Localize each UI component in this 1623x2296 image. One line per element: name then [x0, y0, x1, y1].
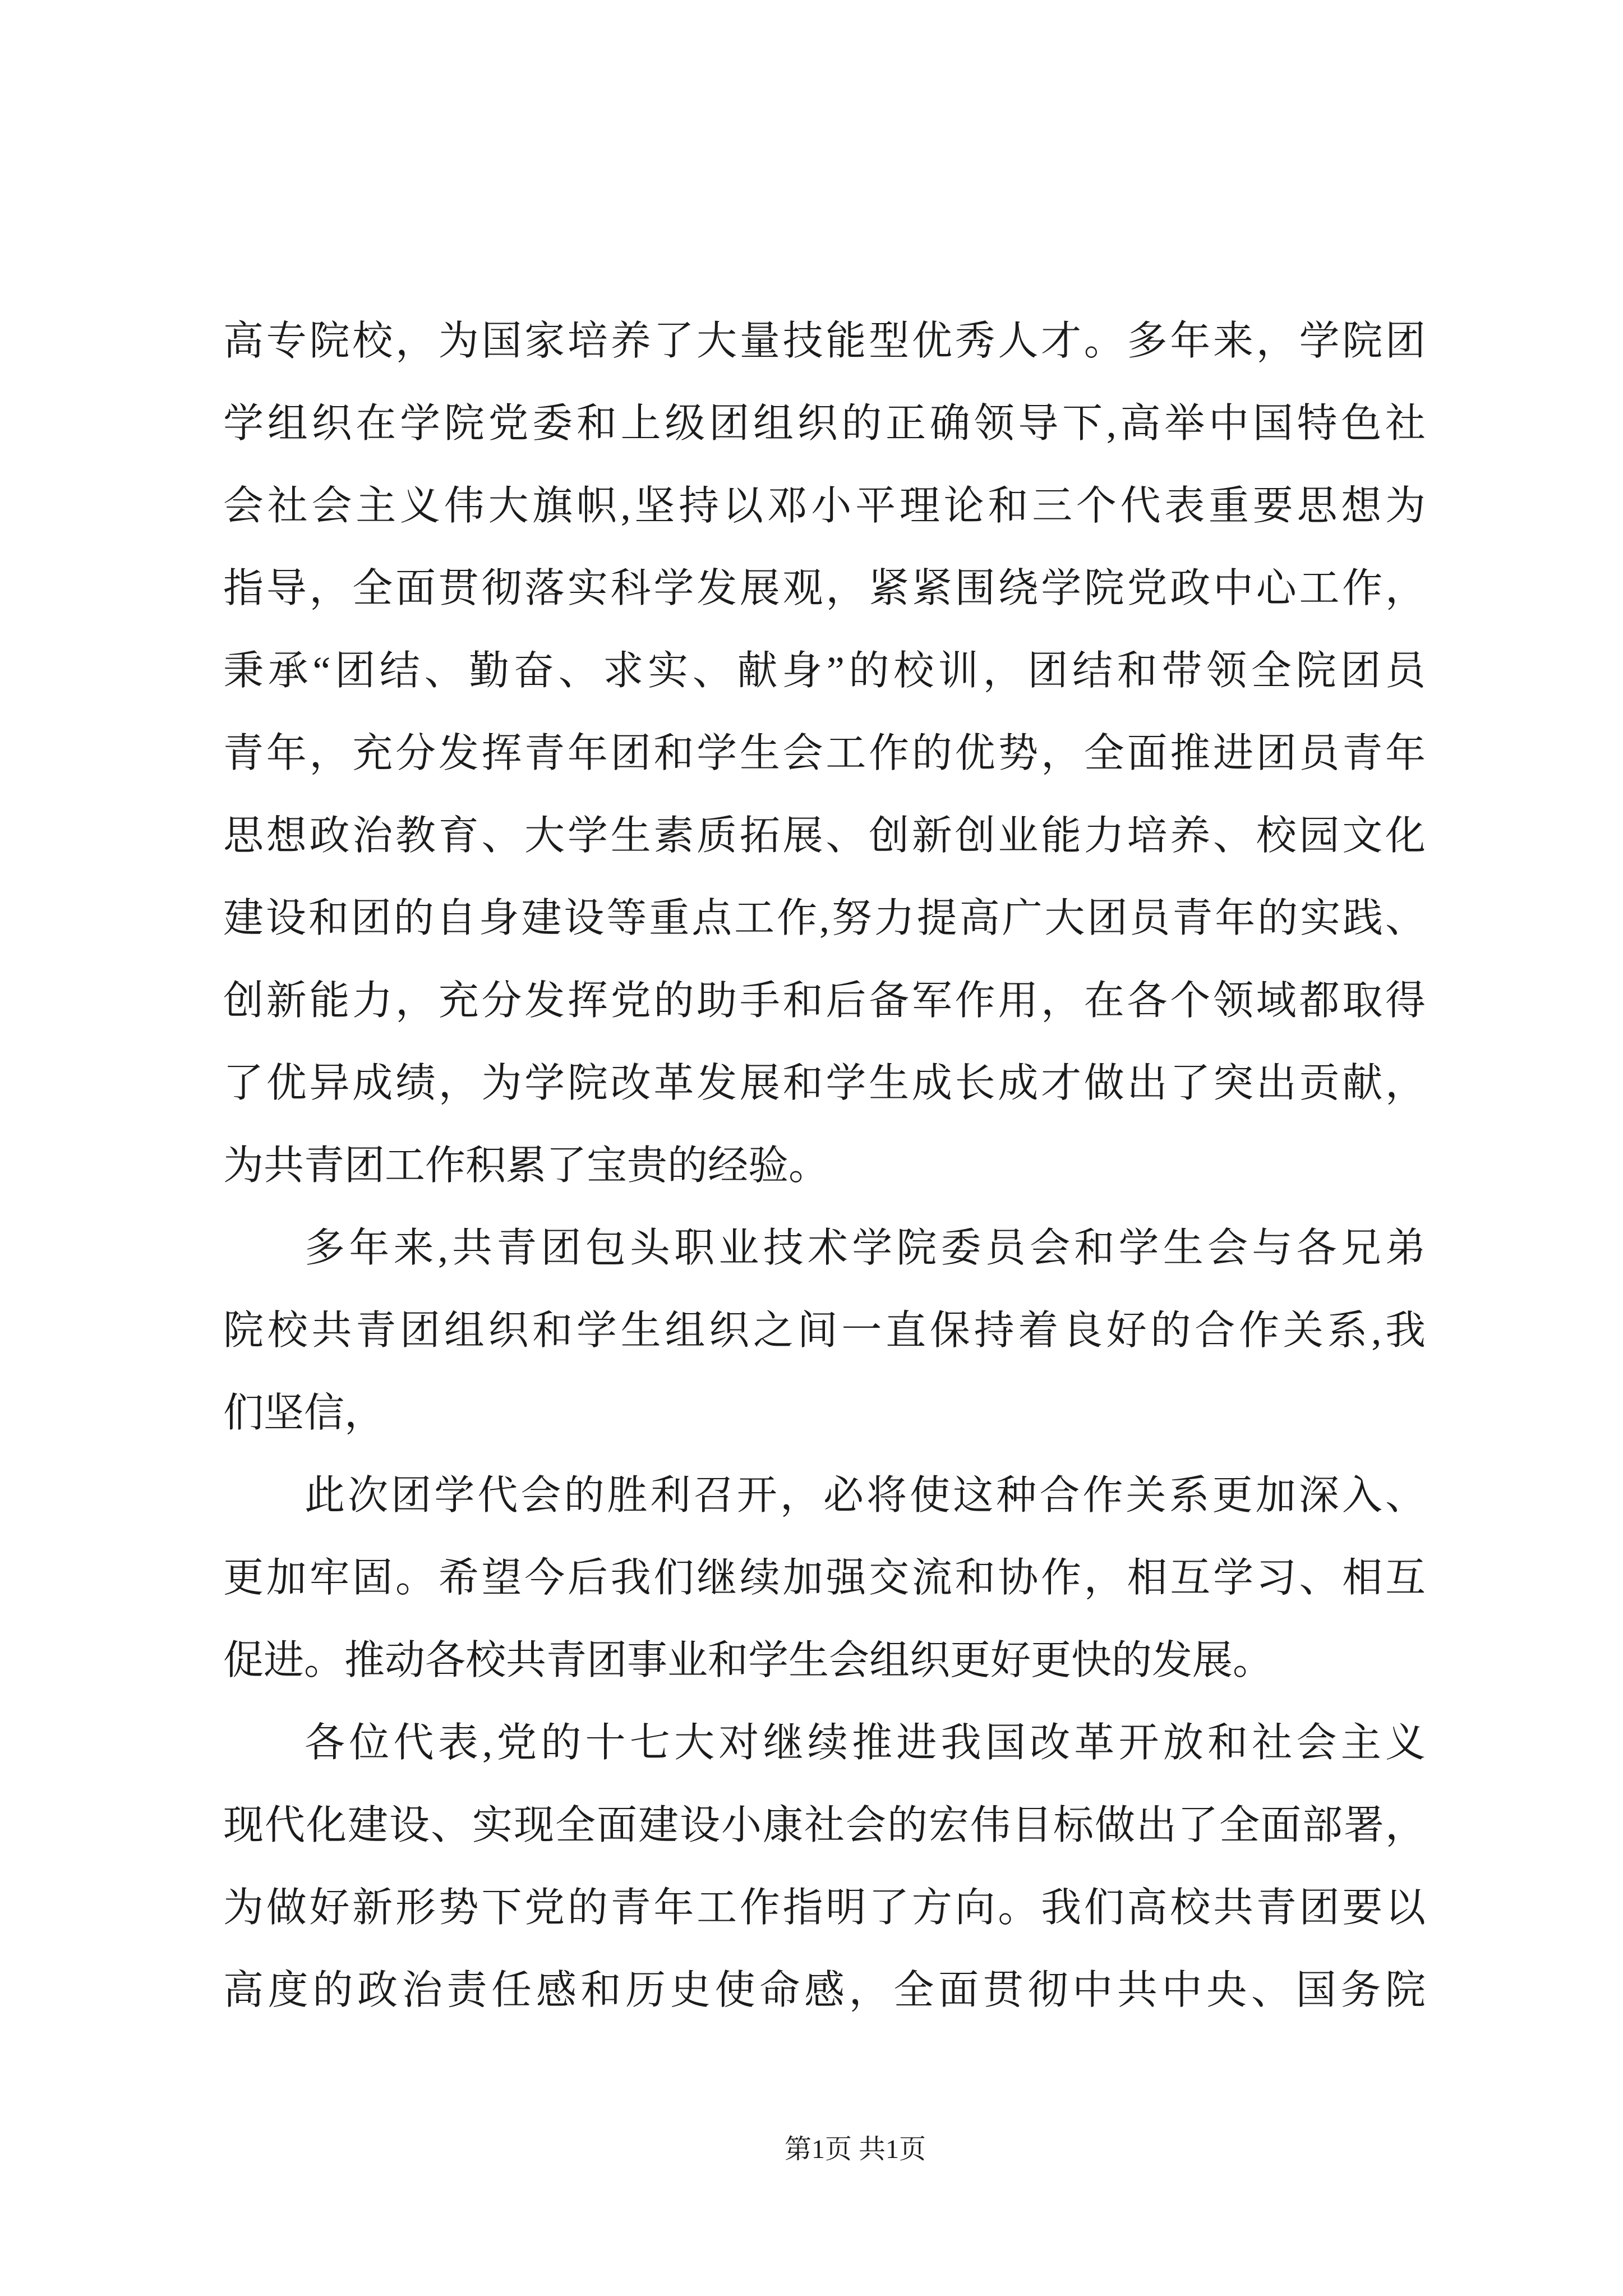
text-line: 多年来,共青团包头职业技术学院委员会和学生会与各兄弟 — [305, 1226, 1426, 1271]
footer-page-number: 第1页 共1页 — [784, 2134, 926, 2164]
document-body — [223, 300, 1426, 2032]
text-line: 指导，全面贯彻落实科学发展观，紧紧围绕学院党政中心工作， — [223, 566, 1426, 611]
text-line: 秉承“团结、勤奋、求实、献身”的校训，团结和带领全院团员 — [223, 648, 1426, 693]
text-line: 促进。推动各校共青团事业和学生会组织更好更快的发展。 — [223, 1638, 1274, 1683]
text-line: 会社会主义伟大旗帜,坚持以邓小平理论和三个代表重要思想为 — [223, 484, 1426, 528]
text-line: 为做好新形势下党的青年工作指明了方向。我们高校共青团要以 — [223, 1885, 1426, 1930]
text-line: 思想政治教育、大学生素质拓展、创新创业能力培养、校园文化 — [223, 813, 1426, 858]
text-line: 现代化建设、实现全面建设小康社会的宏伟目标做出了全面部署， — [223, 1803, 1426, 1848]
text-line: 们坚信， — [223, 1391, 385, 1435]
text-line: 了优异成绩，为学院改革发展和学生成长成才做出了突出贡献， — [223, 1061, 1426, 1106]
text-line: 学组织在学院党委和上级团组织的正确领导下,高举中国特色社 — [223, 401, 1426, 446]
paragraph-2 — [223, 1207, 1426, 1455]
text-line: 此次团学代会的胜利召开，必将使这种合作关系更加深入、 — [305, 1473, 1426, 1518]
text-line: 青年，充分发挥青年团和学生会工作的优势，全面推进团员青年 — [223, 731, 1426, 776]
text-line: 院校共青团组织和学生组织之间一直保持着良好的合作关系,我 — [223, 1308, 1426, 1353]
text-line: 更加牢固。希望今后我们继续加强交流和协作，相互学习、相互 — [223, 1556, 1426, 1600]
paragraph-3 — [223, 1455, 1426, 1702]
text-line: 创新能力，充分发挥党的助手和后备军作用，在各个领域都取得 — [223, 978, 1426, 1023]
paragraph-4 — [223, 1702, 1426, 2032]
text-line: 各位代表,党的十七大对继续推进我国改革开放和社会主义 — [305, 1720, 1426, 1765]
paragraph-1 — [223, 300, 1426, 1207]
text-line: 高专院校，为国家培养了大量技能型优秀人才。多年来，学院团 — [223, 319, 1426, 364]
text-line: 高度的政治责任感和历史使命感，全面贯彻中共中央、国务院 — [223, 1968, 1426, 2013]
text-line: 为共青团工作积累了宝贵的经验。 — [223, 1143, 829, 1188]
text-line: 建设和团的自身建设等重点工作,努力提高广大团员青年的实践、 — [223, 896, 1426, 941]
